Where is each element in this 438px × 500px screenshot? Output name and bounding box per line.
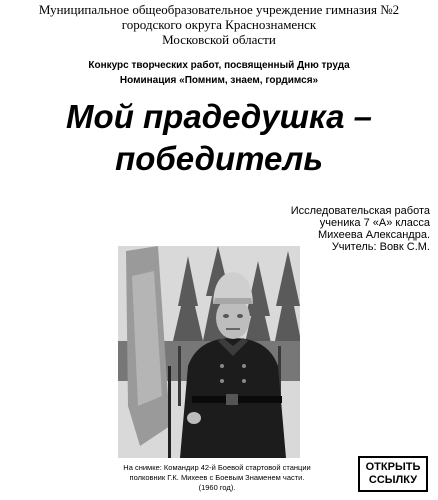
open-link-button[interactable] — [358, 456, 428, 492]
teacher-name: Учитель: Вовк С.М. — [331, 241, 430, 253]
student-name: Михеева Александра. — [317, 229, 430, 241]
open-link-label-1: ОТКРЫТЬ — [365, 461, 421, 473]
caption-line-3: (1960 год). — [198, 483, 236, 492]
contest-nomination: Номинация «Помним, знаем, гордимся» — [119, 75, 319, 86]
contest-info — [0, 58, 438, 88]
caption-line-1: На снимке: Командир 42-й Боевой стартовой станции — [123, 463, 311, 472]
photo-caption — [92, 463, 342, 493]
title-line-2: победитель — [115, 140, 323, 177]
school-line-1: Муниципальное общеобразовательное учреждение гимназия №2 — [38, 2, 400, 17]
caption-line-2: полковник Г.К. Михеев с Боевым Знаменем части. — [129, 473, 305, 482]
open-link-label-2: ССЫЛКУ — [368, 474, 418, 486]
title-line-1: Мой прадедушка – — [66, 98, 372, 135]
contest-line-1: Конкурс творческих работ, посвященный Дню труда — [88, 60, 350, 71]
school-line-3: Московской области — [162, 32, 276, 47]
student-class: ученика 7 «А» класса — [319, 217, 430, 229]
school-header — [0, 2, 438, 47]
historical-photo — [118, 246, 300, 458]
page-title — [0, 96, 438, 180]
school-line-2: городского округа Краснознаменск — [121, 17, 317, 32]
work-type: Исследовательская работа — [290, 205, 430, 217]
